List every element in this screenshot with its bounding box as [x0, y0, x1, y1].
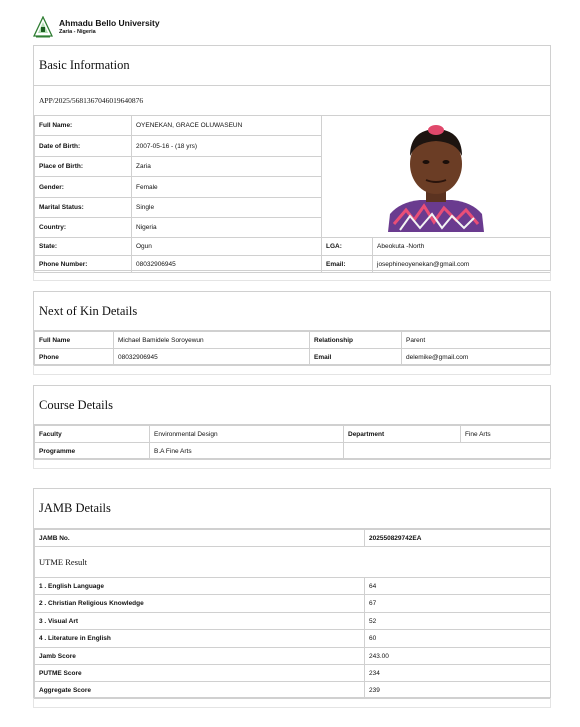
- dob-label: Date of Birth:: [35, 136, 132, 157]
- empty-cell: [344, 443, 551, 460]
- gender-label: Gender:: [35, 177, 132, 198]
- country-label: Country:: [35, 218, 132, 238]
- lga-label: LGA:: [322, 238, 373, 256]
- faculty-value: Environmental Design: [150, 426, 344, 443]
- kin-email-label: Email: [310, 349, 402, 366]
- section-divider: [33, 698, 551, 708]
- table-row: [35, 116, 551, 136]
- dob-value: 2007-05-16 - (18 yrs): [132, 136, 322, 157]
- page-header: [33, 14, 160, 40]
- table-row: [35, 630, 551, 648]
- department-label: Department: [344, 426, 461, 443]
- table-row: [35, 682, 551, 699]
- pob-label: Place of Birth:: [35, 157, 132, 177]
- applicant-photo: [386, 120, 486, 232]
- marital-value: Single: [132, 198, 322, 218]
- full-name-value: OYENEKAN, GRACE OLUWASEUN: [132, 116, 322, 136]
- kin-relationship-value: Parent: [402, 332, 551, 349]
- utme-result-title: UTME Result: [35, 547, 551, 578]
- table-row: [35, 426, 551, 443]
- kin-table: [34, 331, 551, 366]
- jamb-score-label: Jamb Score: [35, 648, 365, 665]
- state-label: State:: [35, 238, 132, 256]
- gender-value: Female: [132, 177, 322, 198]
- jamb-details-card: [33, 488, 551, 698]
- next-of-kin-card: [33, 291, 551, 365]
- subject-score: 52: [365, 613, 551, 630]
- phone-label: Phone Number:: [35, 256, 132, 273]
- section-divider: [33, 459, 551, 469]
- table-row: [35, 443, 551, 460]
- subject-name: 2 . Christian Religious Knowledge: [35, 595, 365, 613]
- aggregate-score-value: 239: [365, 682, 551, 699]
- jamb-table: [34, 529, 551, 699]
- table-row: [35, 547, 551, 578]
- faculty-label: Faculty: [35, 426, 150, 443]
- course-details-card: [33, 385, 551, 459]
- course-table: [34, 425, 551, 460]
- programme-value: B.A Fine Arts: [150, 443, 344, 460]
- subject-score: 64: [365, 578, 551, 595]
- marital-label: Marital Status:: [35, 198, 132, 218]
- aggregate-score-label: Aggregate Score: [35, 682, 365, 699]
- subject-score: 60: [365, 630, 551, 648]
- table-row: [35, 349, 551, 366]
- kin-name-value: Michael Bamidele Soroyewun: [114, 332, 310, 349]
- section-divider: [33, 365, 551, 375]
- photo-cell: [322, 116, 551, 238]
- jamb-details-title: JAMB Details: [34, 489, 550, 529]
- table-row: [35, 332, 551, 349]
- table-row: [35, 578, 551, 595]
- header-text: [59, 18, 160, 36]
- table-row: [35, 648, 551, 665]
- full-name-label: Full Name:: [35, 116, 132, 136]
- country-value: Nigeria: [132, 218, 322, 238]
- programme-label: Programme: [35, 443, 150, 460]
- jamb-no-label: JAMB No.: [35, 530, 365, 547]
- state-value: Ogun: [132, 238, 322, 256]
- kin-name-label: Full Name: [35, 332, 114, 349]
- kin-phone-value: 08032906945: [114, 349, 310, 366]
- basic-information-title: Basic Information: [34, 46, 550, 86]
- university-logo-icon: [33, 16, 53, 38]
- subject-name: 4 . Literature in English: [35, 630, 365, 648]
- section-divider: [33, 271, 551, 281]
- jamb-no-value: 202550829742EA: [365, 530, 551, 547]
- subject-name: 3 . Visual Art: [35, 613, 365, 630]
- kin-relationship-label: Relationship: [310, 332, 402, 349]
- basic-information-card: [33, 45, 551, 271]
- lga-value: Abeokuta -North: [373, 238, 551, 256]
- kin-phone-label: Phone: [35, 349, 114, 366]
- table-row: [35, 530, 551, 547]
- university-location: Zaria - Nigeria: [59, 29, 96, 35]
- email-value[interactable]: josephineoyenekan@gmail.com: [373, 256, 551, 273]
- course-details-title: Course Details: [34, 386, 550, 425]
- table-row: [35, 665, 551, 682]
- department-value: Fine Arts: [461, 426, 551, 443]
- next-of-kin-title: Next of Kin Details: [34, 292, 550, 331]
- table-row: [35, 238, 551, 256]
- subject-score: 67: [365, 595, 551, 613]
- subject-name: 1 . English Language: [35, 578, 365, 595]
- table-row: [35, 256, 551, 273]
- pob-value: Zaria: [132, 157, 322, 177]
- table-row: [35, 595, 551, 613]
- basic-info-table: [34, 115, 551, 273]
- table-row: [35, 613, 551, 630]
- jamb-score-value: 243.00: [365, 648, 551, 665]
- phone-value: 08032906945: [132, 256, 322, 273]
- university-name: Ahmadu Bello University: [59, 18, 160, 28]
- email-label: Email:: [322, 256, 373, 273]
- putme-score-value: 234: [365, 665, 551, 682]
- kin-email-value[interactable]: delemike@gmail.com: [402, 349, 551, 366]
- putme-score-label: PUTME Score: [35, 665, 365, 682]
- application-id: APP/2025/5681367046019640876: [39, 96, 144, 105]
